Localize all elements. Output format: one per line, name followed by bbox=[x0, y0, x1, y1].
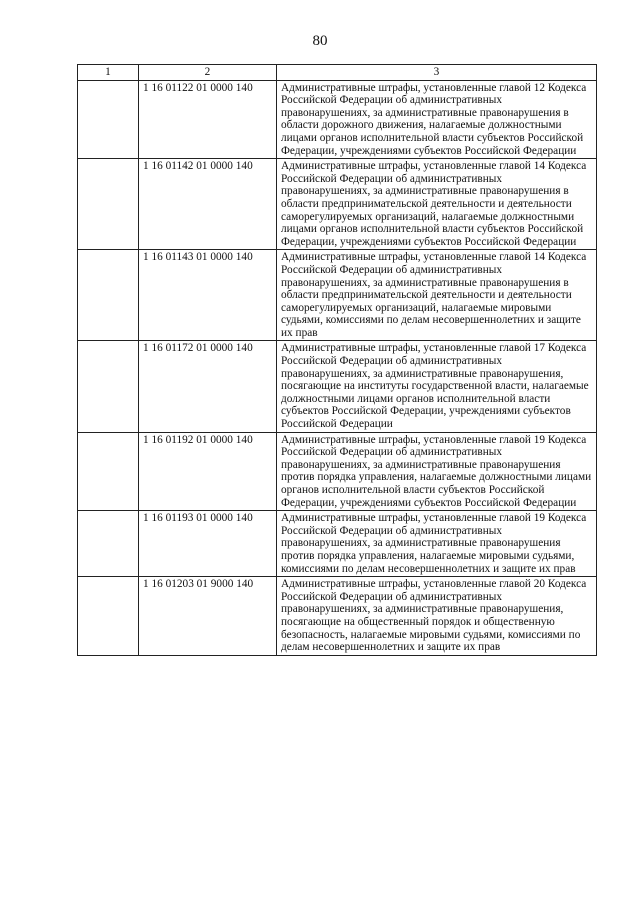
cell-description: Административные штрафы, установленные главой 14 Кодекса Российской Федерации об административных правонарушениях, за административные правонарушения в области предпринимательской деятельности и деятельности саморегулируемых организаций, налагаемые мировыми судьями, комиссиями по делам несовершеннолетних и защите их прав bbox=[277, 250, 597, 341]
cell-description: Административные штрафы, установленные главой 17 Кодекса Российской Федерации об административных правонарушениях, за административные правонарушения, посягающие на институты государственной власти, налагаемые должностными лицами органов исполнительной власти субъектов Российской Федерации, учреждениями субъектов Российской Федерации bbox=[277, 341, 597, 432]
cell-code: 1 16 01143 01 0000 140 bbox=[139, 250, 277, 341]
cell-col1 bbox=[78, 577, 139, 656]
cell-description: Административные штрафы, установленные главой 20 Кодекса Российской Федерации об административных правонарушениях, за административные правонарушения, посягающие на общественный порядок и общественную безопасность, налагаемые мировыми судьями, комиссиями по делам несовершеннолетних и защите их прав bbox=[277, 577, 597, 656]
cell-code: 1 16 01193 01 0000 140 bbox=[139, 511, 277, 577]
table-header bbox=[78, 65, 597, 81]
cell-description: Административные штрафы, установленные главой 19 Кодекса Российской Федерации об административных правонарушениях, за административные правонарушения против порядка управления, налагаемые должностными лицами органов исполнительной власти субъектов Российской Федерации, учреждениями субъектов Российской Федерации bbox=[277, 432, 597, 511]
codes-table bbox=[77, 64, 597, 656]
cell-description: Административные штрафы, установленные главой 14 Кодекса Российской Федерации об административных правонарушениях, за административные правонарушения в области предпринимательской деятельности и деятельности саморегулируемых организаций, налагаемые должностными лицами органов исполнительной власти субъектов Российской Федерации, учреждениями субъектов Российской Федерации bbox=[277, 159, 597, 250]
table-row bbox=[78, 341, 597, 432]
cell-code: 1 16 01172 01 0000 140 bbox=[139, 341, 277, 432]
table-row bbox=[78, 577, 597, 656]
cell-code: 1 16 01192 01 0000 140 bbox=[139, 432, 277, 511]
table-row bbox=[78, 80, 597, 159]
cell-col1 bbox=[78, 159, 139, 250]
table-row bbox=[78, 432, 597, 511]
table-row bbox=[78, 159, 597, 250]
cell-col1 bbox=[78, 341, 139, 432]
column-header-2: 2 bbox=[139, 65, 277, 81]
cell-description: Административные штрафы, установленные главой 19 Кодекса Российской Федерации об административных правонарушениях, за административные правонарушения против порядка управления, налагаемые мировыми судьями, комиссиями по делам несовершеннолетних и защите их прав bbox=[277, 511, 597, 577]
cell-code: 1 16 01142 01 0000 140 bbox=[139, 159, 277, 250]
cell-col1 bbox=[78, 250, 139, 341]
cell-col1 bbox=[78, 432, 139, 511]
page-number: 80 bbox=[312, 33, 328, 49]
column-header-3: 3 bbox=[277, 65, 597, 81]
cell-code: 1 16 01203 01 9000 140 bbox=[139, 577, 277, 656]
column-header-1: 1 bbox=[78, 65, 139, 81]
header-row bbox=[78, 65, 597, 81]
cell-description: Административные штрафы, установленные главой 12 Кодекса Российской Федерации об административных правонарушениях, за административные правонарушения в области дорожного движения, налагаемые должностными лицами органов исполнительной власти субъектов Российской Федерации, учреждениями субъектов Российской Федерации bbox=[277, 80, 597, 159]
table-body bbox=[78, 80, 597, 655]
cell-col1 bbox=[78, 511, 139, 577]
cell-code: 1 16 01122 01 0000 140 bbox=[139, 80, 277, 159]
cell-col1 bbox=[78, 80, 139, 159]
table-row bbox=[78, 250, 597, 341]
table-row bbox=[78, 511, 597, 577]
